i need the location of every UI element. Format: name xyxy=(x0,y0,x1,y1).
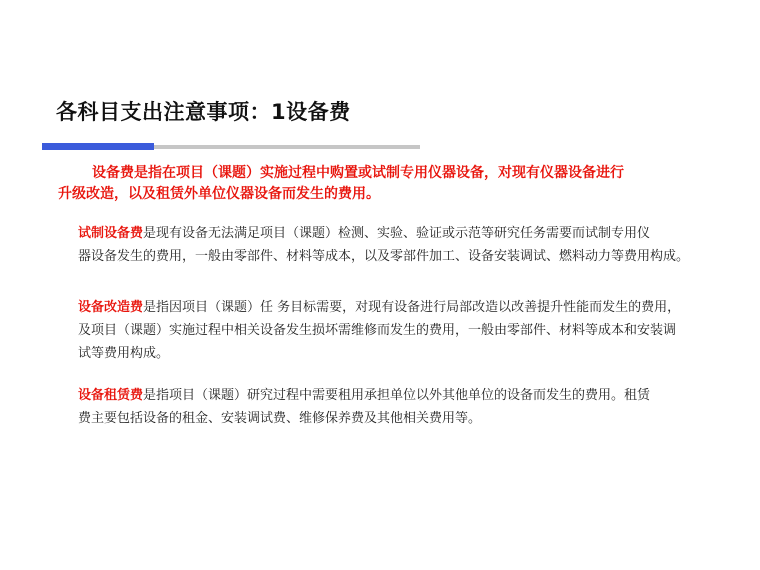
paragraph-line: 及项目（课题）实施过程中相关设备发生损坏需维修而发生的费用，一般由零部件、材料等成本和安装调 xyxy=(78,323,677,338)
paragraph-line xyxy=(78,222,738,245)
paragraph-text: 是指项目（课题）研究过程中需要租用承担单位以外其他单位的设备而发生的费用。租赁 xyxy=(143,388,651,403)
paragraph-keyword: 试制设备费 xyxy=(78,226,144,241)
slide-title: 各科目支出注意事项：1设备费 xyxy=(56,100,351,124)
paragraph-equipment-rental xyxy=(78,384,738,430)
paragraph-text: 是现有设备无法满足项目（课题）检测、实验、验证或示范等研究任务需要而试制专用仪 xyxy=(143,226,651,241)
paragraph-keyword: 设备租赁费 xyxy=(78,388,144,403)
paragraph-line xyxy=(78,384,738,407)
title-underline-divider xyxy=(154,145,420,149)
paragraph-line xyxy=(78,296,738,319)
paragraph-equipment-upgrade xyxy=(78,296,738,365)
intro-line-2: 升级改造，以及租赁外单位仪器设备而发生的费用。 xyxy=(58,186,380,202)
paragraph-line: 器设备发生的费用，一般由零部件、材料等成本，以及零部件加工、设备安装调试、燃料动力等费用构成。 xyxy=(78,249,690,264)
paragraph-text: 是指因项目（课题）任 务目标需要，对现有设备进行局部改造以改善提升性能而发生的费用， xyxy=(143,300,681,315)
paragraph-trial-equipment xyxy=(78,222,738,268)
paragraph-line: 费主要包括设备的租金、安装调试费、维修保养费及其他相关费用等。 xyxy=(78,411,482,426)
intro-definition xyxy=(58,163,718,205)
title-underline-accent xyxy=(42,143,154,150)
intro-line-1: 设备费是指在项目（课题）实施过程中购置或试制专用仪器设备，对现有仪器设备进行 xyxy=(92,165,624,181)
paragraph-line: 试等费用构成。 xyxy=(78,346,170,361)
paragraph-keyword: 设备改造费 xyxy=(78,300,144,315)
